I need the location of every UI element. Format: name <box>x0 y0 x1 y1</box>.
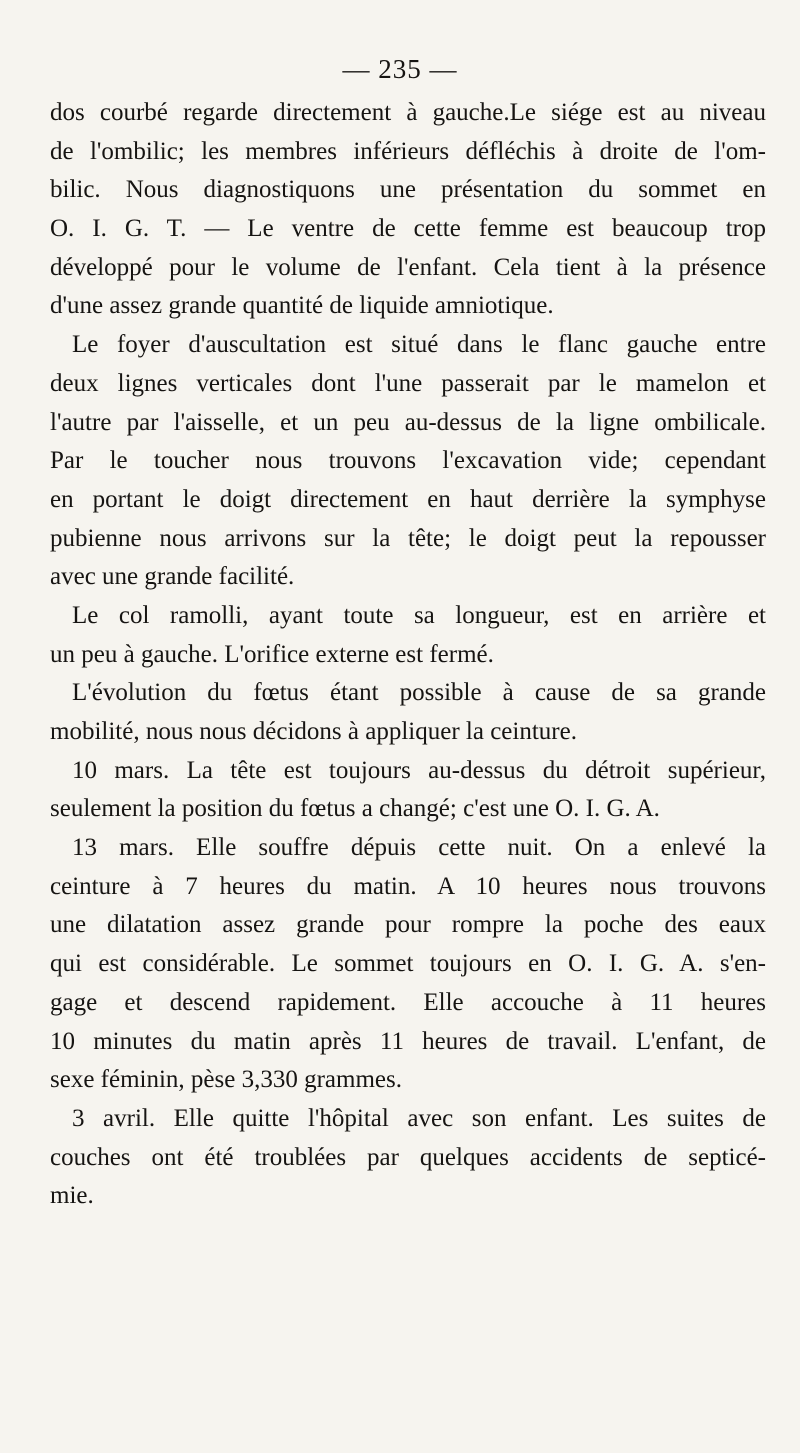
text-line: Par le toucher nous trouvons l'excavation vide; cependant <box>50 447 766 475</box>
text-line: L'évolution du fœtus étant possible à cause de sa grande <box>72 679 766 707</box>
text-line: pubienne nous arrivons sur la tête; le doigt peut la repousser <box>50 524 766 552</box>
text-line: qui est considérable. Le sommet toujours en O. I. G. A. s'en- <box>50 950 766 978</box>
text-line: seulement la position du fœtus a changé; c'est une O. I. G. A. <box>50 795 660 823</box>
text-line: dos courbé regarde directement à gauche.Le siége est au niveau <box>50 99 766 126</box>
text-line: de l'ombilic; les membres inférieurs défléchis à droite de l'om- <box>50 137 766 165</box>
text-line: Le col ramolli, ayant toute sa longueur, est en arrière et <box>72 601 766 629</box>
text-line: avec une grande facilité. <box>50 563 295 591</box>
text-line: mobilité, nous nous décidons à appliquer la ceinture. <box>50 718 577 745</box>
body-text <box>50 94 766 1216</box>
text-line: O. I. G. T. — Le ventre de cette femme est beaucoup trop <box>50 215 766 243</box>
text-line: 13 mars. Elle souffre dépuis cette nuit. On a enlevé la <box>72 834 766 862</box>
page-number: — 235 — <box>342 54 458 84</box>
text-line: un peu à gauche. L'orifice externe est fermé. <box>50 640 494 668</box>
text-line: d'une assez grande quantité de liquide amniotique. <box>50 292 554 320</box>
text-line: 10 mars. La tête est toujours au-dessus du détroit supérieur, <box>72 756 766 784</box>
text-line: 3 avril. Elle quitte l'hôpital avec son enfant. Les suites de <box>72 1104 766 1132</box>
text-line: sexe féminin, pèse 3,330 grammes. <box>50 1066 402 1094</box>
text-line: deux lignes verticales dont l'une passerait par le mamelon et <box>50 369 766 397</box>
text-line: 10 minutes du matin après 11 heures de travail. L'enfant, de <box>50 1027 766 1055</box>
text-line: bilic. Nous diagnostiquons une présentation du sommet en <box>50 176 766 204</box>
text-line: ceinture à 7 heures du matin. A 10 heures nous trouvons <box>50 872 766 900</box>
text-line: l'autre par l'aisselle, et un peu au-dessus de la ligne ombilicale. <box>50 408 766 436</box>
text-line: couches ont été troublées par quelques accidents de septicé- <box>50 1143 766 1171</box>
text-line: gage et descend rapidement. Elle accouche à 11 heures <box>50 988 766 1016</box>
text-line: mie. <box>50 1182 94 1210</box>
text-line: Le foyer d'auscultation est situé dans le flanc gauche entre <box>72 331 766 359</box>
text-line: une dilatation assez grande pour rompre la poche des eaux <box>50 911 766 939</box>
text-line: développé pour le volume de l'enfant. Cela tient à la présence <box>50 253 766 281</box>
text-line: en portant le doigt directement en haut derrière la symphyse <box>50 485 766 513</box>
